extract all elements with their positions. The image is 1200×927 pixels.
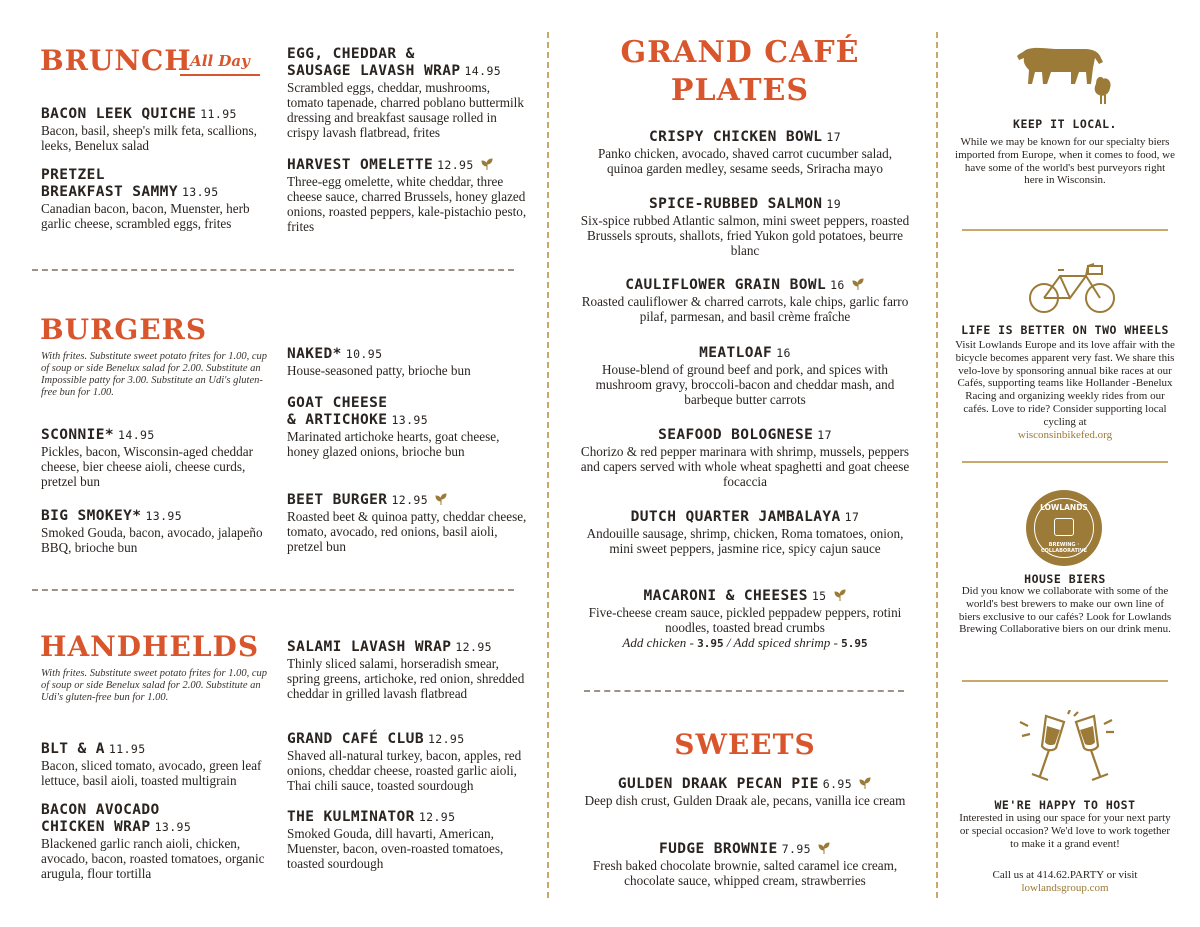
menu-item-crispy-chicken-bowl: CRISPY CHICKEN BOWL 17 Panko chicken, avocado, shaved carrot cucumber salad, quinoa garden medley, sesame seeds, Sriracha mayo [597,129,893,176]
sweets-title: SWEETS [674,728,816,761]
menu-item-naked: NAKED* 10.95 House-seasoned patty, brioche bun [287,346,471,378]
burgers-note: With frites. Substitute sweet potato frites for 1.00, cup of soup or side Benelux salad for 2.00. Substitute an Impossible patty for 3.00. Substitute an Udi's gluten-free bun for 1.00. [41,351,268,398]
plates-title: GRAND CAFÉ PLATES [620,35,860,108]
bikefed-link[interactable]: wisconsinbikefed.org [1017,428,1113,441]
menu-item-fudge-brownie: FUDGE BROWNIE 7.95 Fresh baked chocolate brownie, salted caramel ice cream, chocolate sauce, whipped cream, strawberries [592,841,898,888]
menu-item-meatloaf: MEATLOAF 16 House-blend of ground beef and pork, and spices with mushroom gravy, broccoli-bacon and cheddar mash, and barbeque butter carrots [595,345,895,407]
vegetarian-leaf-icon [833,588,847,602]
column-divider [547,32,549,898]
host-contact: Call us at 414.62.PARTY or visit lowlandsgroup.com [955,869,1175,895]
add-ons: Add chicken - 3.95 / Add spiced shrimp - 5.95 [622,635,868,650]
bicycle-icon [1028,258,1116,316]
vegetarian-leaf-icon [851,277,865,291]
menu-item-blt-a: BLT & A 11.95 Bacon, sliced tomato, avocado, green leaf lettuce, basil aioli, toasted multigrain [41,741,262,788]
handhelds-title: HANDHELDS [40,630,260,663]
menu-item-the-kulminator: THE KULMINATOR 12.95 Smoked Gouda, dill havarti, American, Muenster, bacon, oven-roasted tomatoes, toasted sourdough [287,809,504,871]
menu-item-beet-burger: BEET BURGER 12.95 Roasted beet & quinoa patty, cheddar cheese, tomato, avocado, red onions, basil aioli, pretzel bun [287,492,527,554]
handhelds-note: With frites. Substitute sweet potato frites for 1.00, cup of soup or side Benelux salad for 2.00. Substitute an Udi's gluten-free bun for 1.00. [41,668,268,703]
menu-item-dutch-quarter-jambalaya: DUTCH QUARTER JAMBALAYA 17 Andouille sausage, shrimp, chicken, Roma tomatoes, onion, mini sweet peppers, jasmine rice, spicy cajun sauce [586,509,904,556]
cow-chicken-icon [1015,38,1115,108]
two-wheels-title: LIFE IS BETTER ON TWO WHEELS [961,323,1169,337]
menu-item-harvest-omelette: HARVEST OMELETTE 12.95 Three-egg omelette, white cheddar, three cheese sauce, charred Brussels, honey glazed onions, roasted peppers, kale-pistachio pesto, frites [287,157,527,234]
vegetarian-leaf-icon [434,492,448,506]
menu-item-sconnie: SCONNIE* 14.95 Pickles, bacon, Wisconsin-aged cheddar cheese, bier cheese aioli, cheese curds, pretzel bun [41,427,253,489]
divider [32,269,514,271]
all-day-badge: All Day [180,52,260,76]
brunch-title: BRUNCH [40,44,192,77]
lowlandsgroup-link[interactable]: lowlandsgroup.com [1021,881,1109,894]
house-biers-text: Did you know we collaborate with some of the world's best brewers to make our own line of biers exclusive to our cafés? Look for Lowlands Brewing Collaborative biers on our drink menu. [958,585,1172,636]
divider [962,680,1168,682]
happy-to-host-text: Interested in using our space for your next party or special occasion? We'd love to work together to make it a grand event! [959,812,1171,850]
two-wheels-text: Visit Lowlands Europe and its love affair with the bicycle becomes apparent very fast. We share this velo-love by sponsoring annual bike races at our Cafés, supporting teams like Hollander -Benelux Racing and organizing weekly rides from our cafés. Love to ride? Consider supporting local cycling at wisconsinbikefed.org [955,339,1175,441]
menu-item-gulden-draak-pecan-pie: GULDEN DRAAK PECAN PIE 6.95 Deep dish crust, Gulden Draak ale, pecans, vanilla ice cream [584,776,906,808]
vegetarian-leaf-icon [480,157,494,171]
menu-item-cauliflower-grain-bowl: CAULIFLOWER GRAIN BOWL 16 Roasted cauliflower & charred carrots, kale chips, garlic farro pilaf, parmesan, and basil crème fraîche [581,277,909,324]
menu-item-grand-cafe-club: GRAND CAFÉ CLUB 12.95 Shaved all-natural turkey, bacon, apples, red onions, cheddar cheese, roasted garlic aioli, Thai chili sauce, toasted sourdough [287,731,522,793]
menu-item-bacon-leek-quiche: BACON LEEK QUICHE 11.95 Bacon, basil, sheep's milk feta, scallions, leeks, Benelux salad [41,106,257,153]
divider [584,690,904,692]
keep-local-text: While we may be known for our specialty biers imported from Europe, when it comes to food, we have some of the world's best purveyors right here in Wisconsin. [955,136,1175,187]
menu-item-bacon-avocado-chicken-wrap: BACON AVOCADO CHICKEN WRAP 13.95 Blackened garlic ranch aioli, chicken, avocado, bacon, roasted tomatoes, organic arugula, flour tortilla [41,802,265,881]
menu-item-egg-cheddar-sausage-wrap: EGG, CHEDDAR & SAUSAGE LAVASH WRAP 14.95 Scrambled eggs, cheddar, mushrooms, tomato tapenade, charred poblano buttermilk dressing and breakfast sausage rolled in crispy lavash flatbread, frites [287,46,524,140]
menu-item-big-smokey: BIG SMOKEY* 13.95 Smoked Gouda, bacon, avocado, jalapeño BBQ, brioche bun [41,508,263,555]
menu-item-pretzel-breakfast-sammy: PRETZEL BREAKFAST SAMMY 13.95 Canadian bacon, bacon, Muenster, herb garlic cheese, scrambled eggs, frites [41,167,250,231]
burgers-title: BURGERS [40,313,208,346]
menu-item-salami-lavash-wrap: SALAMI LAVASH WRAP 12.95 Thinly sliced salami, horseradish smear, spring greens, artichoke, red onion, shredded cheddar in grilled lavash flatbread [287,639,525,701]
menu-item-seafood-bolognese: SEAFOOD BOLOGNESE 17 Chorizo & red pepper marinara with shrimp, mussels, peppers and capers served with whole wheat spaghetti and goat cheese focaccia [580,427,910,489]
happy-to-host-title: WE'RE HAPPY TO HOST [994,798,1136,812]
divider [32,589,514,591]
vegetarian-leaf-icon [817,841,831,855]
divider [962,229,1168,231]
column-divider [936,32,938,898]
menu-item-spice-rubbed-salmon: SPICE-RUBBED SALMON 19 Six-spice rubbed Atlantic salmon, mini sweet peppers, roasted Brussels sprouts, shallots, fried Yukon gold potatoes, beurre blanc [580,196,910,258]
lowlands-brewing-logo: LOWLANDS BREWING · COLLABORATIVE [1026,490,1102,566]
vegetarian-leaf-icon [858,776,872,790]
keep-local-title: KEEP IT LOCAL. [1013,117,1117,131]
divider [962,461,1168,463]
menu-item-goat-cheese-artichoke: GOAT CHEESE & ARTICHOKE 13.95 Marinated artichoke hearts, goat cheese, honey glazed onions, brioche bun [287,395,500,459]
menu-item-macaroni-cheeses: MACARONI & CHEESES 15 Five-cheese cream sauce, pickled peppadew peppers, rotini noodles, toasted bread crumbs Add chicken - 3.95 / Add spiced shrimp - 5.95 [580,588,910,651]
champagne-toast-icon [1016,710,1124,794]
house-biers-title: HOUSE BIERS [1024,572,1106,586]
